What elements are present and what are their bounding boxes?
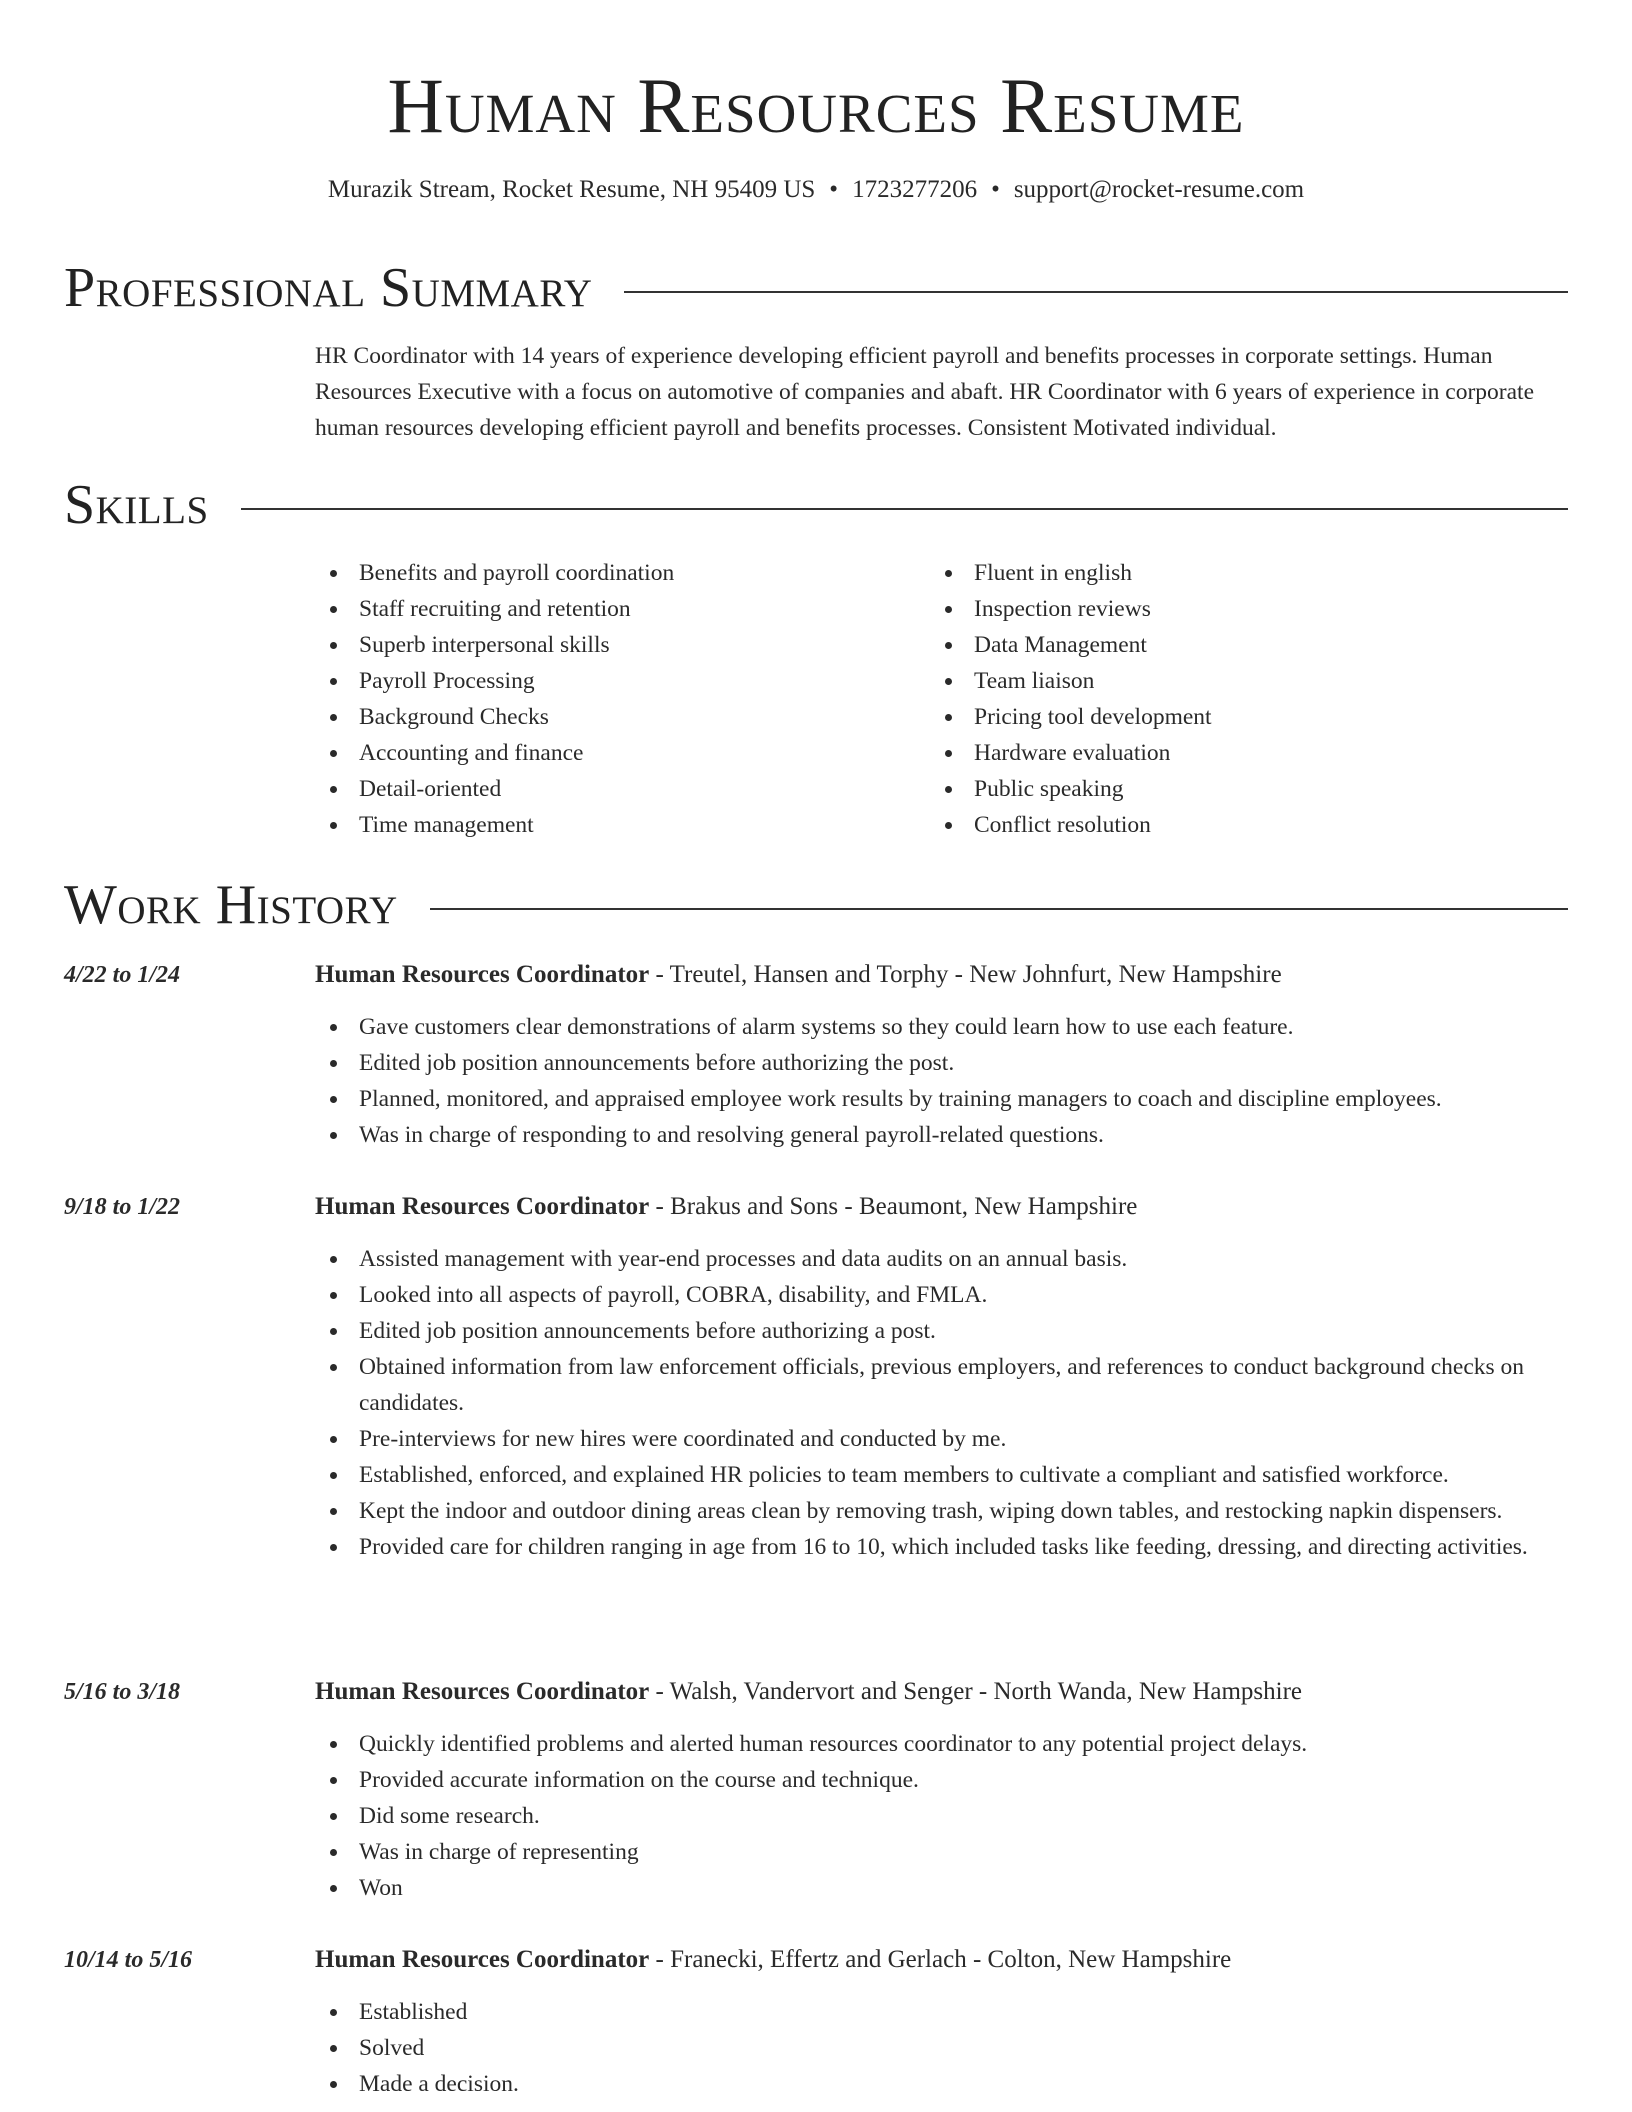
skill-item: Background Checks bbox=[315, 699, 915, 735]
job-title: Human Resources Coordinator bbox=[315, 961, 650, 988]
job-bullet: Provided accurate information on the course and technique. bbox=[315, 1762, 1575, 1798]
work-heading: Work History bbox=[64, 874, 398, 936]
job-bullet: Kept the indoor and outdoor dining areas clean by removing trash, wiping down tables, and restocking napkin dispensers. bbox=[315, 1493, 1575, 1529]
skill-item: Inspection reviews bbox=[930, 591, 1570, 627]
contact-address: Murazik Stream, Rocket Resume, NH 95409 US bbox=[327, 176, 816, 203]
job-bullet: Obtained information from law enforcement officials, previous employers, and references to conduct background checks on candidates. bbox=[315, 1349, 1575, 1421]
job-bullet: Did some research. bbox=[315, 1798, 1575, 1834]
job-bullet: Planned, monitored, and appraised employee work results by training managers to coach and discipline employees. bbox=[315, 1081, 1575, 1117]
skills-list-left bbox=[315, 555, 915, 843]
skills-section-heading bbox=[64, 475, 1568, 535]
section-divider bbox=[430, 908, 1568, 910]
skills-heading: Skills bbox=[64, 474, 209, 536]
job-bullets bbox=[315, 1241, 1575, 1565]
job-bullet: Provided care for children ranging in age from 16 to 10, which included tasks like feeding, dressing, and directing activities. bbox=[315, 1529, 1575, 1565]
skill-item: Pricing tool development bbox=[930, 699, 1570, 735]
job-title: Human Resources Coordinator bbox=[315, 1193, 650, 1220]
section-divider bbox=[241, 508, 1568, 510]
job-details: - Brakus and Sons - Beaumont, New Hampshire bbox=[649, 1193, 1138, 1220]
job-bullets bbox=[315, 1009, 1575, 1153]
skill-item: Staff recruiting and retention bbox=[315, 591, 915, 627]
work-section-heading bbox=[64, 875, 1568, 935]
summary-text: HR Coordinator with 14 years of experience developing efficient payroll and benefits processes in corporate settings. Human Resources Executive with a focus on automotive of companies and abaft. HR Coordinator with 6 years of experience in corporate human resources developing efficient payroll and benefits processes. Consistent Motivated individual. bbox=[315, 343, 1534, 441]
job-bullet: Established, enforced, and explained HR policies to team members to cultivate a compliant and satisfied workforce. bbox=[315, 1457, 1575, 1493]
job-bullet: Assisted management with year-end processes and data audits on an annual basis. bbox=[315, 1241, 1575, 1277]
skill-item: Benefits and payroll coordination bbox=[315, 555, 915, 591]
job-bullet: Made a decision. bbox=[315, 2066, 1575, 2102]
skill-item: Superb interpersonal skills bbox=[315, 627, 915, 663]
job-details: - Treutel, Hansen and Torphy - New Johnfurt, New Hampshire bbox=[649, 961, 1282, 988]
job-bullet: Edited job position announcements before authorizing a post. bbox=[315, 1313, 1575, 1349]
job-header bbox=[315, 1190, 1575, 1224]
job-dates: 4/22 to 1/24 bbox=[64, 962, 181, 988]
section-divider bbox=[624, 291, 1568, 293]
job-details: - Franecki, Effertz and Gerlach - Colton, New Hampshire bbox=[649, 1946, 1232, 1973]
job-bullet: Was in charge of representing bbox=[315, 1834, 1575, 1870]
contact-email: support@rocket-resume.com bbox=[1013, 176, 1305, 203]
skill-item: Hardware evaluation bbox=[930, 735, 1570, 771]
contact-line bbox=[0, 173, 1632, 207]
job-bullet: Edited job position announcements before authorizing the post. bbox=[315, 1045, 1575, 1081]
job-bullet: Solved bbox=[315, 2030, 1575, 2066]
job-bullet: Gave customers clear demonstrations of alarm systems so they could learn how to use each feature. bbox=[315, 1009, 1575, 1045]
job-bullet: Quickly identified problems and alerted human resources coordinator to any potential project delays. bbox=[315, 1726, 1575, 1762]
job-title: Human Resources Coordinator bbox=[315, 1946, 650, 1973]
job-dates: 9/18 to 1/22 bbox=[64, 1194, 181, 1220]
job-dates: 10/14 to 5/16 bbox=[64, 1947, 193, 1973]
job-details: - Walsh, Vandervort and Senger - North Wanda, New Hampshire bbox=[649, 1678, 1303, 1705]
job-header bbox=[315, 1943, 1575, 1977]
skill-item: Payroll Processing bbox=[315, 663, 915, 699]
skill-item: Data Management bbox=[930, 627, 1570, 663]
contact-separator: • bbox=[991, 176, 1000, 203]
skill-item: Conflict resolution bbox=[930, 807, 1570, 843]
job-header bbox=[315, 958, 1575, 992]
contact-phone: 1723277206 bbox=[852, 176, 978, 203]
skill-item: Detail-oriented bbox=[315, 771, 915, 807]
job-header bbox=[315, 1675, 1575, 1709]
job-dates: 5/16 to 3/18 bbox=[64, 1679, 181, 1705]
job-bullet: Pre-interviews for new hires were coordinated and conducted by me. bbox=[315, 1421, 1575, 1457]
skill-item: Time management bbox=[315, 807, 915, 843]
skill-item: Accounting and finance bbox=[315, 735, 915, 771]
resume-title: Human Resources Resume bbox=[387, 62, 1245, 149]
job-title: Human Resources Coordinator bbox=[315, 1678, 650, 1705]
summary-heading: Professional Summary bbox=[64, 257, 593, 319]
summary-section-heading bbox=[64, 258, 1568, 318]
skills-list-right bbox=[930, 555, 1570, 843]
skill-item: Fluent in english bbox=[930, 555, 1570, 591]
job-bullet: Established bbox=[315, 1994, 1575, 2030]
job-bullets bbox=[315, 1726, 1575, 1906]
skill-item: Public speaking bbox=[930, 771, 1570, 807]
job-bullet: Was in charge of responding to and resolving general payroll-related questions. bbox=[315, 1117, 1575, 1153]
skill-item: Team liaison bbox=[930, 663, 1570, 699]
job-bullet: Looked into all aspects of payroll, COBRA, disability, and FMLA. bbox=[315, 1277, 1575, 1313]
job-bullets bbox=[315, 1994, 1575, 2102]
job-bullet: Won bbox=[315, 1870, 1575, 1906]
contact-separator: • bbox=[829, 176, 839, 203]
